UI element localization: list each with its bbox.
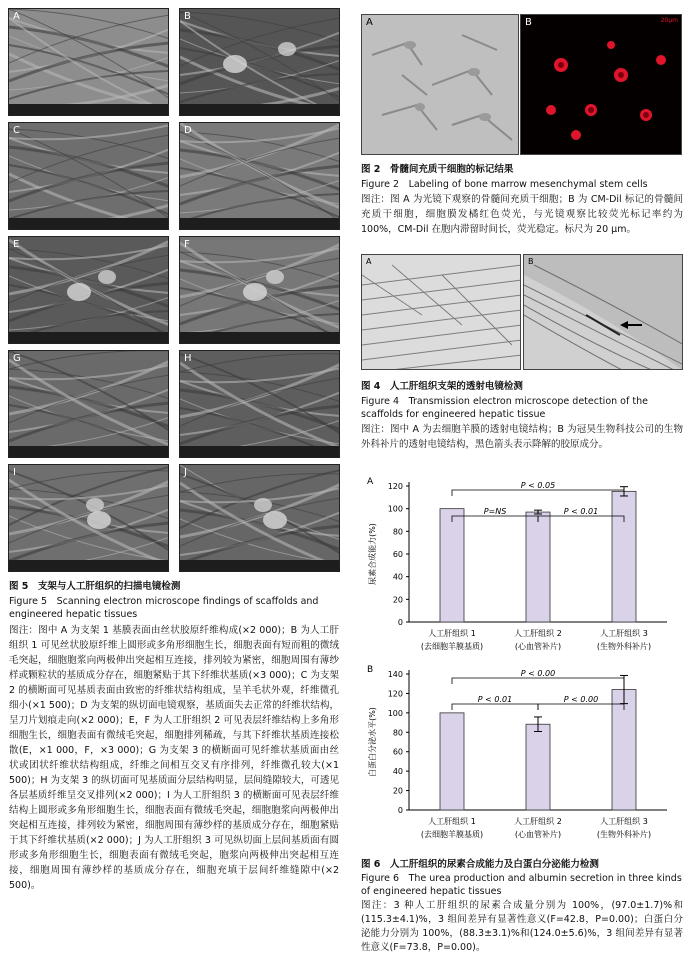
sem-info-bar bbox=[180, 446, 339, 457]
bar bbox=[526, 512, 550, 622]
fig6-title: 图 6 人工肝组织的尿素合成能力及白蛋白分泌能力检测 bbox=[361, 859, 599, 870]
y-tick-label: 100 bbox=[387, 504, 403, 514]
sem-info-bar bbox=[9, 218, 168, 229]
category-label: (生物外科补片) bbox=[596, 830, 652, 839]
bracket-2-3-label: P < 0.01 bbox=[563, 507, 599, 516]
fig4b-label: B bbox=[528, 257, 534, 266]
chart-urea bbox=[361, 472, 683, 662]
sem-panel-label: E bbox=[13, 239, 20, 250]
y-tick-label: 80 bbox=[392, 728, 403, 738]
y-tick-label: 120 bbox=[387, 689, 403, 699]
sem-panel-d bbox=[179, 122, 340, 230]
sem-info-bar bbox=[180, 332, 339, 343]
y-tick-label: 140 bbox=[387, 670, 403, 679]
category-label: 人工肝组织 2 bbox=[514, 817, 562, 826]
category-label: (心血管补片) bbox=[514, 642, 562, 651]
fig2-image-a bbox=[361, 14, 519, 155]
fig2-caption bbox=[361, 161, 683, 237]
bracket-1-3-label: P < 0.05 bbox=[520, 481, 556, 490]
category-label: 人工肝组织 3 bbox=[600, 629, 648, 638]
fig5-grid bbox=[8, 8, 340, 574]
category-label: (去细胞羊膜基质) bbox=[420, 830, 484, 839]
sem-panel-a bbox=[8, 8, 169, 116]
sem-panel-label: J bbox=[184, 467, 187, 478]
sem-info-bar bbox=[180, 218, 339, 229]
sem-info-bar bbox=[9, 104, 168, 115]
y-tick-label: 60 bbox=[392, 747, 403, 757]
phase-contrast-cells bbox=[362, 15, 519, 155]
chart-albumin bbox=[361, 660, 683, 850]
bar bbox=[612, 491, 636, 622]
fig5-en: Figure 5 Scanning electron microscope findings of scaffolds and engineered hepatic tissues bbox=[9, 596, 319, 620]
y-tick-label: 40 bbox=[392, 767, 403, 777]
category-label: 人工肝组织 3 bbox=[600, 817, 648, 826]
category-label: 人工肝组织 1 bbox=[428, 629, 476, 638]
sem-panel-label: I bbox=[13, 467, 16, 478]
tem-biosurgical-patch bbox=[524, 255, 683, 370]
panel-label: A bbox=[367, 477, 374, 487]
y-tick-label: 100 bbox=[387, 708, 403, 718]
category-label: (心血管补片) bbox=[514, 830, 562, 839]
y-axis-label: 白蛋白分泌水平(%) bbox=[368, 707, 377, 777]
sem-info-bar bbox=[9, 332, 168, 343]
fig5-note: 图注：图中 A 为支架 1 基膜表面由丝状胶原纤维构成(×2 000)；B 为人工肝组织 1 可见丝状胶原纤维上圆形或多角形细胞生长，细胞表面有短而粗的微绒毛突起，细胞胞浆向两极伸出突起相互连接，排列较为紧密，细胞周围有薄纱样或颗粒状的基质成分存在，细胞紧贴于其下纤维状基质(×3 000)；C 为支架 2 的横断面可见基质表面由致密的纤维状结构组成，呈羊毛状外观，纤维微孔细小(×1 500)；D 为支架的纵切面电镜观察，基质面失去正常的纤维状结构，呈刀片划痕走向(×2 000)；E，F 为人工肝组织 2 可见表层纤维结构上多角形细胞生长，细胞表面有微绒毛突起，细胞排列稀疏，与其下纤维状基质连接松散(E，×1 000，F，×3 000)；G 为支架 3 的横断面可见纤维状基质面由丝状或团状纤维状结构组成，纤维之间相互交叉有序排列，纤维微孔较大(×1 500)；H 为支架 3 的纵切面可见基质面分层结构明显，层间缝隙较大，可透见各层基质纤维呈交叉排列(×2 000)；I 为人工肝组织 3 的横断面可见表层纤维结构上圆形或多角形细胞生长，细胞表面有微绒毛突起，细胞胞浆向两极伸出突起相互连接，排列较为紧密，细胞周围有薄纱样的基质成分存在，细胞紧贴于其下纤维状基质(×2 000)；J 为人工肝组织 3 可见纵切面上层间基质面有圆形或多角形细胞生长，细胞表面有微绒毛突起，胞浆向两极伸出突起相互连接，细胞周围有薄纱样的基质成分存在，细胞充填于层间纤维缝隙中(×2 500)。 bbox=[9, 625, 339, 891]
bracket-1-2 bbox=[452, 516, 538, 522]
fig2-en: Figure 2 Labeling of bone marrow mesenchymal stem cells bbox=[361, 179, 648, 190]
fig5-title: 图 5 支架与人工肝组织的扫描电镜检测 bbox=[9, 581, 181, 592]
fig4-note: 图注：图中 A 为去细胞羊膜的透射电镜结构；B 为冠昊生物科技公司的生物外科补片的透射电镜结构，黑色箭头表示降解的胶原成分。 bbox=[361, 424, 683, 450]
sem-panel-j bbox=[179, 464, 340, 572]
fig4-caption bbox=[361, 378, 683, 452]
y-tick-label: 120 bbox=[387, 482, 403, 491]
sem-info-bar bbox=[180, 560, 339, 571]
fig2-image-b bbox=[520, 14, 682, 155]
bar bbox=[440, 713, 464, 810]
y-tick-label: 20 bbox=[392, 786, 403, 796]
fig2a-label: A bbox=[366, 17, 373, 28]
fig5-caption bbox=[9, 578, 339, 893]
sem-panel-e bbox=[8, 236, 169, 344]
bar bbox=[526, 724, 550, 810]
bracket-1-2 bbox=[452, 704, 538, 710]
fluorescent-cells bbox=[521, 15, 682, 155]
sem-info-bar bbox=[180, 104, 339, 115]
sem-panel-b bbox=[179, 8, 340, 116]
fig4-image-b bbox=[523, 254, 683, 370]
sem-info-bar bbox=[9, 446, 168, 457]
bar bbox=[440, 509, 464, 622]
fig4-title: 图 4 人工肝组织支架的透射电镜检测 bbox=[361, 381, 523, 392]
y-tick-label: 0 bbox=[397, 618, 403, 627]
sem-panel-g bbox=[8, 350, 169, 458]
category-label: 人工肝组织 1 bbox=[428, 817, 476, 826]
sem-panel-i bbox=[8, 464, 169, 572]
fig4a-label: A bbox=[366, 257, 372, 266]
bracket-1-2-label: P=NS bbox=[483, 507, 507, 516]
bracket-1-3-label: P < 0.00 bbox=[520, 669, 556, 678]
fig6-caption bbox=[361, 856, 683, 955]
bracket-2-3 bbox=[538, 516, 624, 522]
fig6-note: 图注：3 种人工肝组织的尿素合成量分别为 100%，(97.0±1.7)%和(115.3±4.1)%，3 组间差异有显著性意义(F=42.8，P=0.00)；白蛋白分泌能力分别为 100%，(88.3±3.1)%和(124.0±5.6)%，3 组间差异有显著性意义(F=73.8，P=0.00)。 bbox=[361, 900, 683, 953]
fig4-en: Figure 4 Transmission electron microscope detection of the scaffolds for engineered hepatic tissue bbox=[361, 396, 648, 420]
category-label: (生物外科补片) bbox=[596, 642, 652, 651]
fig4-image-a bbox=[361, 254, 521, 370]
sem-panel-label: B bbox=[184, 11, 191, 22]
sem-panel-label: D bbox=[184, 125, 192, 136]
y-tick-label: 80 bbox=[392, 527, 403, 537]
sem-panel-h bbox=[179, 350, 340, 458]
bracket-1-3 bbox=[452, 490, 624, 496]
y-tick-label: 0 bbox=[397, 806, 403, 815]
sem-panel-label: C bbox=[13, 125, 20, 136]
bracket-2-3 bbox=[538, 704, 624, 710]
tem-decellularized-amnion bbox=[362, 255, 521, 370]
sem-info-bar bbox=[9, 560, 168, 571]
fig6-en: Figure 6 The urea production and albumin secretion in three kinds of engineered hepatic tissues bbox=[361, 873, 682, 897]
fig2-title: 图 2 骨髓间充质干细胞的标记结果 bbox=[361, 164, 514, 175]
y-axis-label: 尿素合成能力(%) bbox=[368, 523, 377, 585]
bracket-1-2-label: P < 0.01 bbox=[477, 695, 513, 704]
sem-panel-label: H bbox=[184, 353, 192, 364]
fig2-note: 图注：图 A 为光镜下观察的骨髓间充质干细胞；B 为 CM-Dil 标记的骨髓间充质干细胞，细胞膜发橘红色荧光，与光镜观察比较荧光标记率约为 100%，CM-Dil 在胞内滞留时间长，荧光稳定。标尺为 20 μm。 bbox=[361, 194, 683, 235]
sem-panel-c bbox=[8, 122, 169, 230]
sem-panel-label: A bbox=[13, 11, 20, 22]
sem-panel-f bbox=[179, 236, 340, 344]
panel-label: B bbox=[367, 665, 374, 675]
category-label: 人工肝组织 2 bbox=[514, 629, 562, 638]
bracket-2-3-label: P < 0.00 bbox=[563, 695, 599, 704]
bracket-1-3 bbox=[452, 678, 624, 684]
fig2b-scale-tag: 20μm bbox=[660, 17, 678, 24]
category-label: (去细胞羊膜基质) bbox=[420, 642, 484, 651]
fig2b-label: B bbox=[525, 17, 532, 28]
sem-panel-label: F bbox=[184, 239, 190, 250]
y-tick-label: 60 bbox=[392, 550, 403, 559]
sem-panel-label: G bbox=[13, 353, 21, 364]
y-tick-label: 20 bbox=[392, 595, 403, 605]
y-tick-label: 40 bbox=[392, 572, 403, 582]
